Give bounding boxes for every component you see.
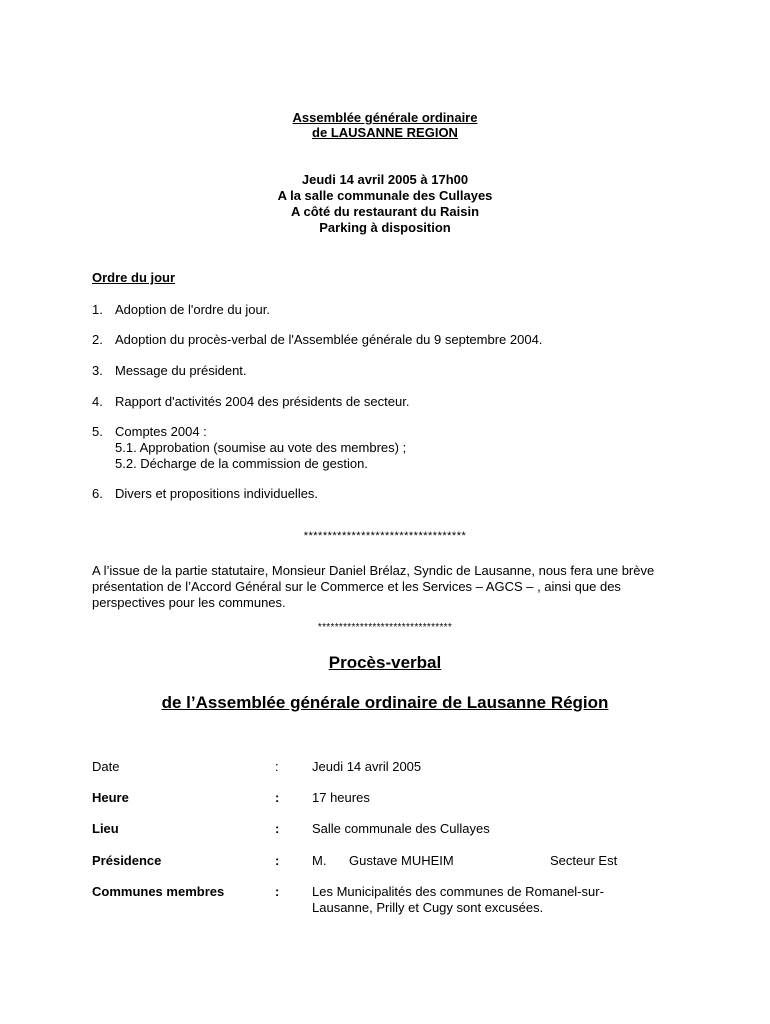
- agenda-item-text: Adoption de l'ordre du jour.: [115, 302, 270, 317]
- meeting-place: A la salle communale des Cullayes: [277, 188, 493, 203]
- agenda-item-text: Rapport d'activités 2004 des présidents de secteur.: [115, 394, 410, 409]
- time-label: Heure: [92, 790, 129, 805]
- meeting-landmark: A côté du restaurant du Raisin: [290, 204, 480, 219]
- colon: :: [275, 821, 280, 836]
- title-line-2: de LAUSANNE REGION: [312, 125, 458, 140]
- agenda-subitem: 5.1. Approbation (soumise au vote des membres) ;: [115, 440, 407, 455]
- agenda-item-text: Message du président.: [115, 363, 247, 378]
- minutes-title: Procès-verbal: [328, 653, 442, 672]
- agenda-item-number: 4.: [92, 394, 103, 409]
- members-value: Les Municipalités des communes de Romanel-sur-Lausanne, Prilly et Cugy sont excusées.: [312, 884, 604, 915]
- agenda-item-number: 5.: [92, 424, 103, 439]
- intro-paragraph: A l’issue de la partie statutaire, Monsieur Daniel Brélaz, Syndic de Lausanne, nous fera une brève présentation de l’Accord Général sur le Commerce et les Services – AGCS – , ainsi que des perspectives pour les communes.: [92, 563, 655, 610]
- colon: :: [275, 884, 280, 899]
- colon: :: [275, 759, 279, 774]
- agenda-item-text: Adoption du procès-verbal de l'Assemblée générale du 9 septembre 2004.: [115, 332, 543, 347]
- separator: **********************************: [303, 530, 467, 542]
- members-label: Communes membres: [92, 884, 225, 899]
- meeting-date: Jeudi 14 avril 2005 à 17h00: [301, 172, 469, 187]
- colon: :: [275, 790, 280, 805]
- minutes-subtitle: de l’Assemblée générale ordinaire de Lausanne Région: [161, 693, 609, 712]
- colon: :: [275, 853, 280, 868]
- title-line-1: Assemblée générale ordinaire: [292, 110, 478, 125]
- meeting-parking: Parking à disposition: [319, 220, 451, 235]
- presidency-sector: Secteur Est: [550, 853, 618, 868]
- separator: ********************************: [317, 622, 453, 633]
- agenda-item-text: Divers et propositions individuelles.: [115, 486, 319, 501]
- date-value: Jeudi 14 avril 2005: [312, 759, 422, 774]
- agenda-item-number: 6.: [92, 486, 103, 501]
- agenda-item-text: Comptes 2004 :: [115, 424, 207, 439]
- agenda-subitem: 5.2. Décharge de la commission de gestion.: [115, 456, 368, 471]
- place-value: Salle communale des Cullayes: [312, 821, 490, 836]
- agenda-item-number: 1.: [92, 302, 103, 317]
- agenda-heading: Ordre du jour: [92, 270, 176, 285]
- presidency-name: Gustave MUHEIM: [349, 853, 454, 868]
- agenda-item-number: 2.: [92, 332, 103, 347]
- agenda-item-number: 3.: [92, 363, 103, 378]
- place-label: Lieu: [92, 821, 119, 836]
- presidency-label: Présidence: [92, 853, 162, 868]
- presidency-title: M.: [312, 853, 327, 868]
- time-value: 17 heures: [312, 790, 370, 805]
- date-label: Date: [92, 759, 120, 774]
